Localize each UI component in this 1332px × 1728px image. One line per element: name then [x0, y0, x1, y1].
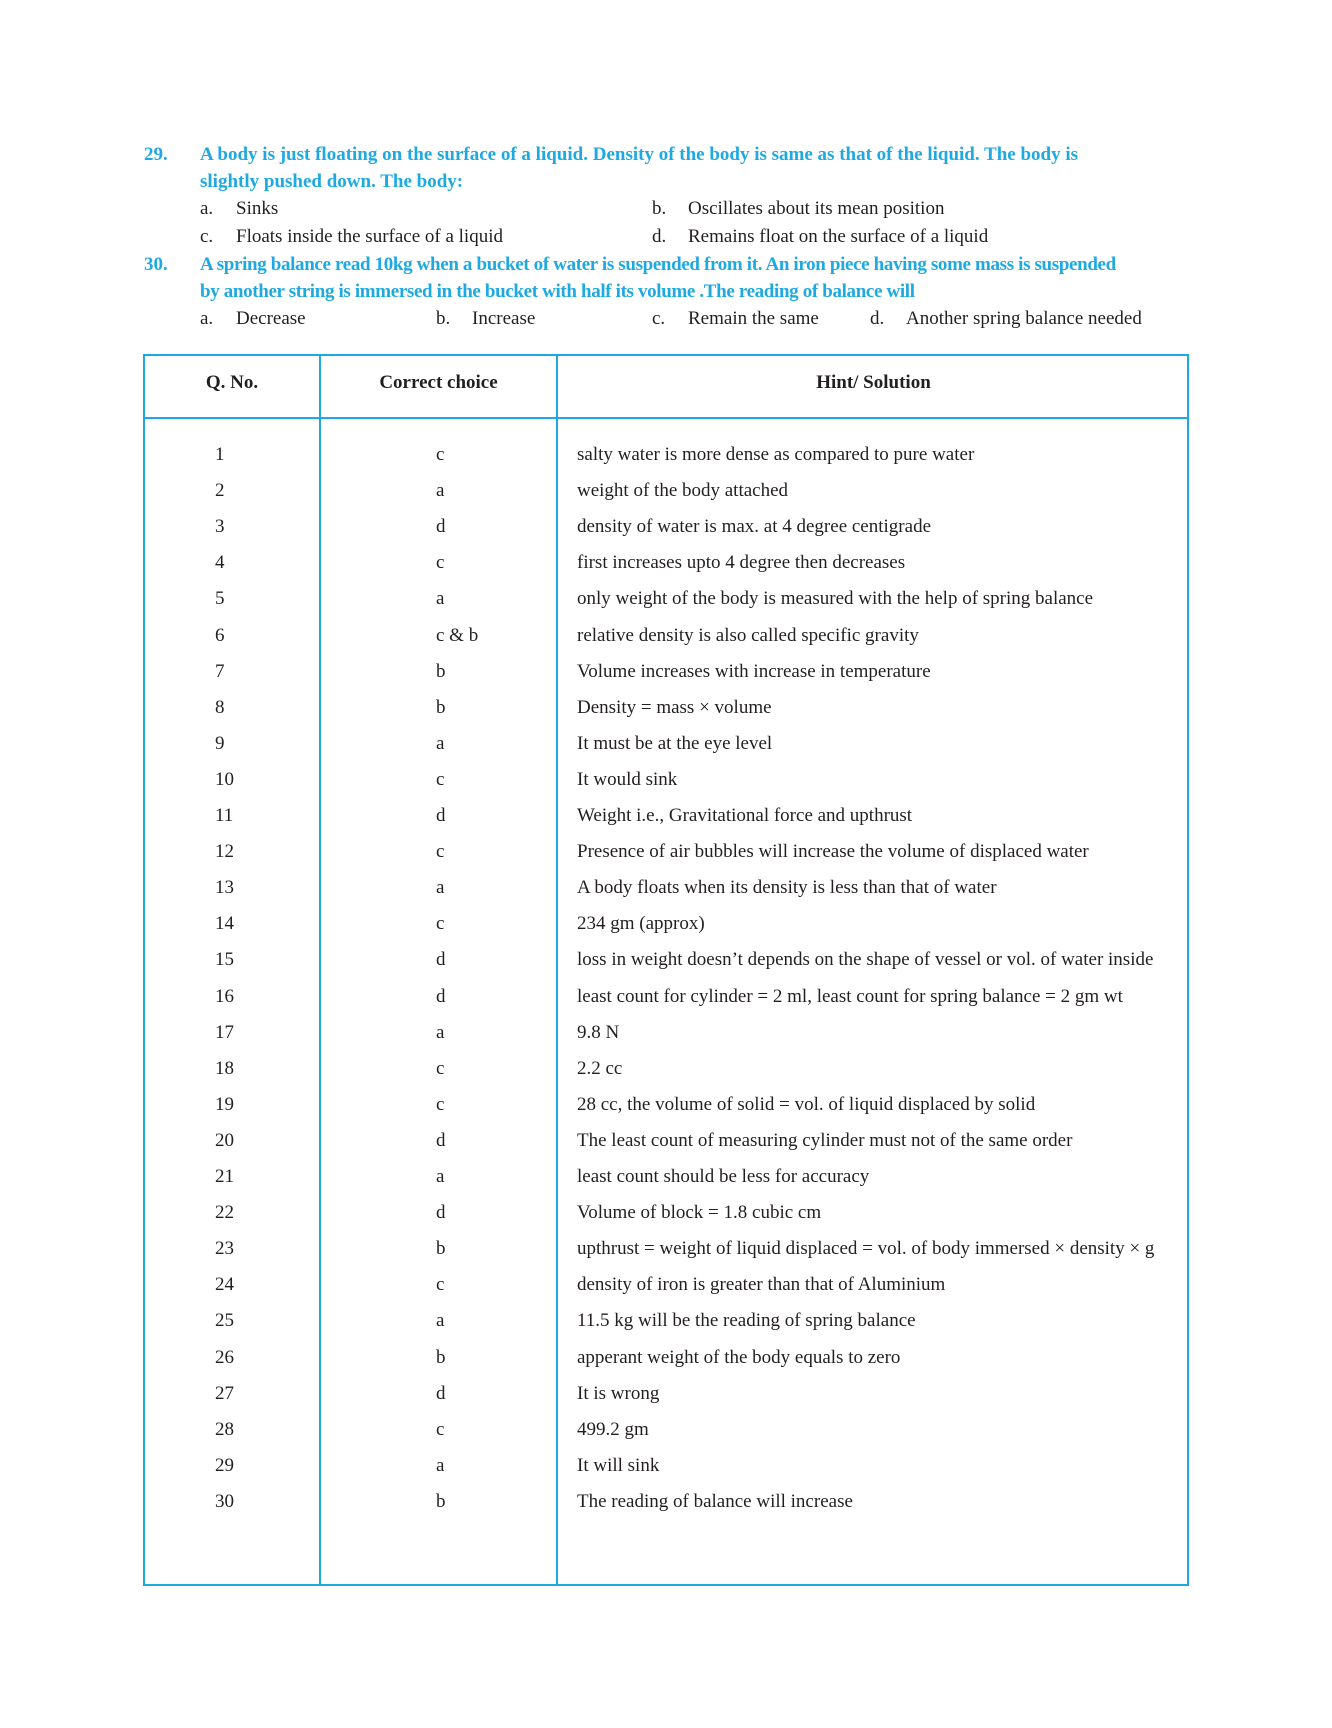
table-row [145, 1274, 1187, 1310]
correct-choice-cell: d [436, 805, 446, 826]
question-number-cell: 4 [215, 552, 225, 574]
option-d [870, 308, 1142, 330]
table-row [145, 1094, 1187, 1130]
option-letter: b. [436, 308, 451, 329]
question-number-cell: 19 [215, 1093, 234, 1115]
option-d [652, 226, 988, 248]
correct-choice-cell: a [436, 480, 445, 502]
hint-cell: Volume of block = 1.8 cubic cm [577, 1202, 822, 1224]
option-c [200, 226, 503, 248]
hint-cell: The reading of balance will increase [577, 1490, 853, 1512]
question-number-cell: 9 [215, 732, 225, 754]
question-text-line2: slightly pushed down. The body: [200, 171, 464, 192]
correct-choice-cell: c [436, 1057, 445, 1079]
correct-choice-cell: b [436, 1238, 446, 1260]
correct-choice-cell: b [436, 660, 446, 682]
table-row [145, 1058, 1187, 1094]
table-row [145, 480, 1187, 516]
table-row [145, 588, 1187, 624]
option-letter: a. [200, 308, 214, 329]
option-a [200, 308, 306, 330]
correct-choice-cell: d [436, 985, 446, 1007]
correct-choice-cell: c [436, 1274, 445, 1296]
question-number-cell: 21 [215, 1166, 234, 1187]
header-choice: Correct choice [379, 372, 498, 393]
table-row [145, 986, 1187, 1022]
correct-choice-cell: a [436, 1454, 445, 1476]
question-number-cell: 15 [215, 949, 234, 971]
correct-choice-cell: a [436, 732, 445, 754]
option-text: Another spring balance needed [906, 308, 1142, 329]
table-row [145, 552, 1187, 588]
option-text: Oscillates about its mean position [688, 198, 945, 219]
table-row [145, 661, 1187, 697]
option-letter: d. [870, 308, 885, 329]
question-number: 29. [144, 144, 168, 165]
hint-cell: 9.8 N [577, 1021, 620, 1043]
question-number-cell: 17 [215, 1021, 234, 1043]
hint-cell: The least count of measuring cylinder must not of the same order [577, 1129, 1073, 1151]
question-number-cell: 5 [215, 588, 225, 610]
question-number-cell: 8 [215, 696, 225, 718]
option-text: Decrease [236, 308, 306, 329]
header-divider [145, 417, 1187, 419]
header-qno: Q. No. [205, 372, 259, 393]
option-text: Floats inside the surface of a liquid [236, 226, 503, 247]
question-number-cell: 22 [215, 1202, 234, 1224]
correct-choice-cell: b [436, 696, 446, 718]
header-hint: Hint/ Solution [816, 372, 931, 393]
hint-cell: It is wrong [577, 1382, 660, 1404]
question-text-line2: by another string is immersed in the bucket with half its volume .The reading of balance will [200, 281, 915, 302]
hint-cell: least count should be less for accuracy [577, 1166, 870, 1187]
question-number-cell: 2 [215, 480, 225, 502]
table-row [145, 625, 1187, 661]
table-row [145, 1419, 1187, 1455]
question-number-cell: 29 [215, 1454, 234, 1476]
correct-choice-cell: a [436, 588, 445, 610]
hint-cell: 2.2 cc [577, 1057, 623, 1079]
hint-cell: 234 gm (approx) [577, 913, 705, 935]
correct-choice-cell: c [436, 841, 445, 863]
correct-choice-cell: a [436, 877, 445, 899]
hint-cell: 499.2 gm [577, 1418, 649, 1440]
table-row [145, 949, 1187, 985]
hint-cell: only weight of the body is measured with the help of spring balance [577, 588, 1094, 610]
table-row [145, 1166, 1187, 1202]
option-b [652, 198, 944, 220]
hint-cell: loss in weight doesn’t depends on the shape of vessel or vol. of water inside [577, 949, 1154, 971]
question-number-cell: 1 [215, 444, 225, 465]
hint-cell: salty water is more dense as compared to pure water [577, 444, 975, 465]
question-number-cell: 24 [215, 1274, 234, 1296]
hint-cell: A body floats when its density is less than that of water [577, 877, 997, 899]
hint-cell: apperant weight of the body equals to zero [577, 1346, 901, 1368]
question-text-line1: A spring balance read 10kg when a bucket of water is suspended from it. An iron piece having some mass is suspended [200, 254, 1116, 275]
hint-cell: first increases upto 4 degree then decreases [577, 552, 906, 574]
question-number-cell: 6 [215, 624, 225, 646]
question-number-cell: 13 [215, 877, 234, 899]
option-letter: b. [652, 198, 667, 219]
question-number-cell: 3 [215, 516, 225, 538]
question-number-cell: 30 [215, 1490, 234, 1512]
table-row [145, 1202, 1187, 1238]
option-c [652, 308, 819, 330]
question-number-cell: 16 [215, 985, 234, 1007]
question-number-cell: 28 [215, 1418, 234, 1440]
option-letter: d. [652, 226, 667, 247]
answer-table [143, 354, 1189, 1586]
hint-cell: 28 cc, the volume of solid = vol. of liquid displaced by solid [577, 1093, 1036, 1115]
question-number: 30. [144, 254, 168, 275]
correct-choice-cell: d [436, 1129, 446, 1151]
table-row [145, 1022, 1187, 1058]
table-row [145, 1130, 1187, 1166]
correct-choice-cell: a [436, 1021, 445, 1043]
hint-cell: upthrust = weight of liquid displaced = vol. of body immersed × density × g [577, 1238, 1155, 1260]
option-text: Increase [472, 308, 536, 329]
hint-cell: 11.5 kg will be the reading of spring balance [577, 1310, 916, 1332]
option-text: Remains float on the surface of a liquid [688, 226, 989, 247]
hint-cell: Density = mass × volume [577, 696, 772, 718]
correct-choice-cell: d [436, 1202, 446, 1224]
correct-choice-cell: b [436, 1490, 446, 1512]
hint-cell: Presence of air bubbles will increase the volume of displaced water [577, 841, 1089, 863]
hint-cell: least count for cylinder = 2 ml, least count for spring balance = 2 gm wt [577, 985, 1123, 1007]
question-number-cell: 26 [215, 1346, 234, 1368]
table-row [145, 769, 1187, 805]
question-number-cell: 20 [215, 1129, 234, 1151]
question-number-cell: 14 [215, 913, 234, 935]
correct-choice-cell: c [436, 1418, 445, 1440]
correct-choice-cell: c [436, 552, 445, 574]
hint-cell: It would sink [577, 768, 678, 790]
hint-cell: It must be at the eye level [577, 732, 773, 754]
table-row [145, 1383, 1187, 1419]
question-number-cell: 7 [215, 660, 225, 682]
table-row [145, 913, 1187, 949]
option-text: Sinks [236, 198, 279, 219]
question-number-cell: 11 [215, 805, 234, 826]
option-letter: a. [200, 198, 214, 219]
correct-choice-cell: c & b [436, 624, 479, 646]
option-letter: c. [200, 226, 214, 247]
correct-choice-cell: d [436, 1382, 446, 1404]
hint-cell: relative density is also called specific gravity [577, 624, 919, 646]
correct-choice-cell: c [436, 1093, 445, 1115]
hint-cell: Volume increases with increase in temperature [577, 660, 931, 682]
table-row [145, 1347, 1187, 1383]
option-a [200, 198, 278, 220]
hint-cell: density of water is max. at 4 degree centigrade [577, 516, 931, 538]
question-number-cell: 27 [215, 1382, 234, 1404]
question-text-line1: A body is just floating on the surface of a liquid. Density of the body is same as that of the liquid. The body is [200, 144, 1078, 165]
correct-choice-cell: d [436, 516, 446, 538]
hint-cell: weight of the body attached [577, 480, 789, 502]
table-row [145, 1455, 1187, 1491]
table-row [145, 444, 1187, 480]
question-number-cell: 10 [215, 768, 234, 790]
correct-choice-cell: a [436, 1166, 445, 1187]
correct-choice-cell: c [436, 768, 445, 790]
table-row [145, 1238, 1187, 1274]
table-row [145, 805, 1187, 841]
correct-choice-cell: a [436, 1310, 445, 1332]
hint-cell: Weight i.e., Gravitational force and upthrust [577, 805, 913, 826]
hint-cell: It will sink [577, 1454, 660, 1476]
correct-choice-cell: c [436, 913, 445, 935]
correct-choice-cell: b [436, 1346, 446, 1368]
question-number-cell: 23 [215, 1238, 234, 1260]
correct-choice-cell: d [436, 949, 446, 971]
hint-cell: density of iron is greater than that of Aluminium [577, 1274, 946, 1296]
table-row [145, 697, 1187, 733]
table-row [145, 733, 1187, 769]
table-row [145, 1310, 1187, 1346]
correct-choice-cell: c [436, 444, 445, 465]
question-number-cell: 18 [215, 1057, 234, 1079]
question-number-cell: 25 [215, 1310, 234, 1332]
table-row [145, 516, 1187, 552]
option-letter: c. [652, 308, 666, 329]
option-text: Remain the same [688, 308, 819, 329]
option-b [436, 308, 535, 330]
table-row [145, 1491, 1187, 1527]
table-row [145, 841, 1187, 877]
question-number-cell: 12 [215, 841, 234, 863]
table-row [145, 877, 1187, 913]
